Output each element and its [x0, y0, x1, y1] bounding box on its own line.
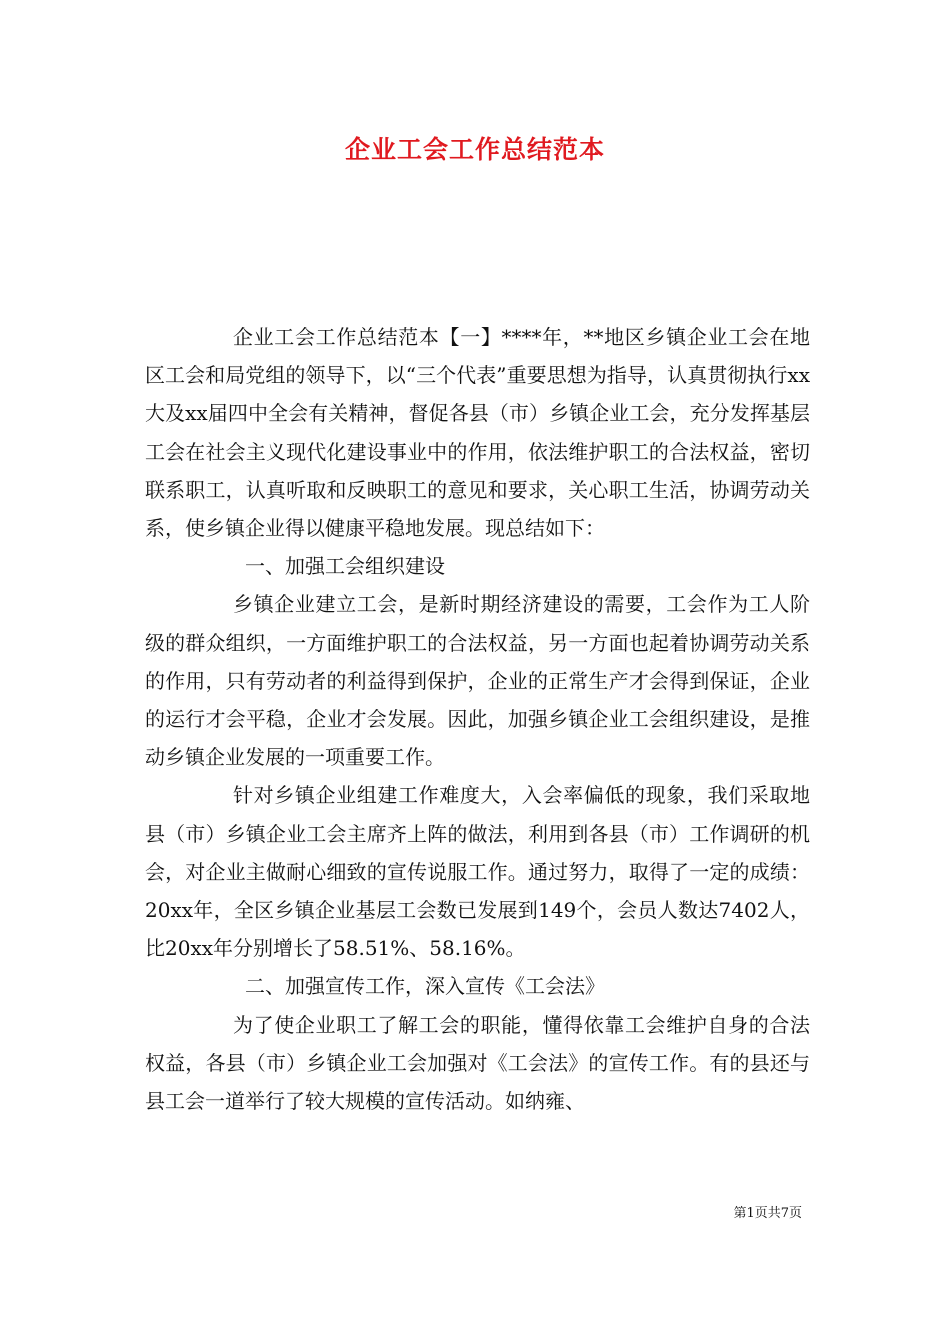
- page-number-footer: 第1页共7页: [733, 1206, 802, 1221]
- paragraph-section2-a: 为了使企业职工了解工会的职能，懂得依靠工会维护自身的合法权益，各县（市）乡镇企业工会加强对《工会法》的宣传工作。有的县还与县工会一道举行了较大规模的宣传活动。如纳雍、: [145, 1012, 810, 1114]
- paragraph-section1-a: 乡镇企业建立工会，是新时期经济建设的需要，工会作为工人阶级的群众组织，一方面维护职工的合法权益，另一方面也起着协调劳动关系的作用，只有劳动者的利益得到保护，企业的正常生产才会得到保证，企业的运行才会平稳，企业才会发展。因此，加强乡镇企业工会组织建设，是推动乡镇企业发展的一项重要工作。: [145, 592, 810, 770]
- document-title: 企业工会工作总结范本: [344, 135, 605, 164]
- document-body: [145, 318, 810, 1120]
- section-heading-1: 一、加强工会组织建设: [245, 554, 445, 579]
- paragraph-intro: 企业工会工作总结范本【一】****年，**地区乡镇企业工会在地区工会和局党组的领导下，以“三个代表”重要思想为指导，认真贯彻执行xx大及xx届四中全会有关精神，督促各县（市）乡镇企业工会，充分发挥基层工会在社会主义现代化建设事业中的作用，依法维护职工的合法权益，密切联系职工，认真听取和反映职工的意见和要求，关心职工生活，协调劳动关系，使乡镇企业得以健康平稳地发展。现总结如下：: [145, 325, 810, 541]
- paragraph-section1-b: 针对乡镇企业组建工作难度大，入会率偏低的现象，我们采取地县（市）乡镇企业工会主席齐上阵的做法，利用到各县（市）工作调研的机会，对企业主做耐心细致的宣传说服工作。通过努力，取得了一定的成绩：20xx年，全区乡镇企业基层工会数已发展到149个，会员人数达7402人，比20xx年分别增长了58.51%、58.16%。: [145, 783, 810, 961]
- section-heading-2: 二、加强宣传工作，深入宣传《工会法》: [245, 974, 605, 999]
